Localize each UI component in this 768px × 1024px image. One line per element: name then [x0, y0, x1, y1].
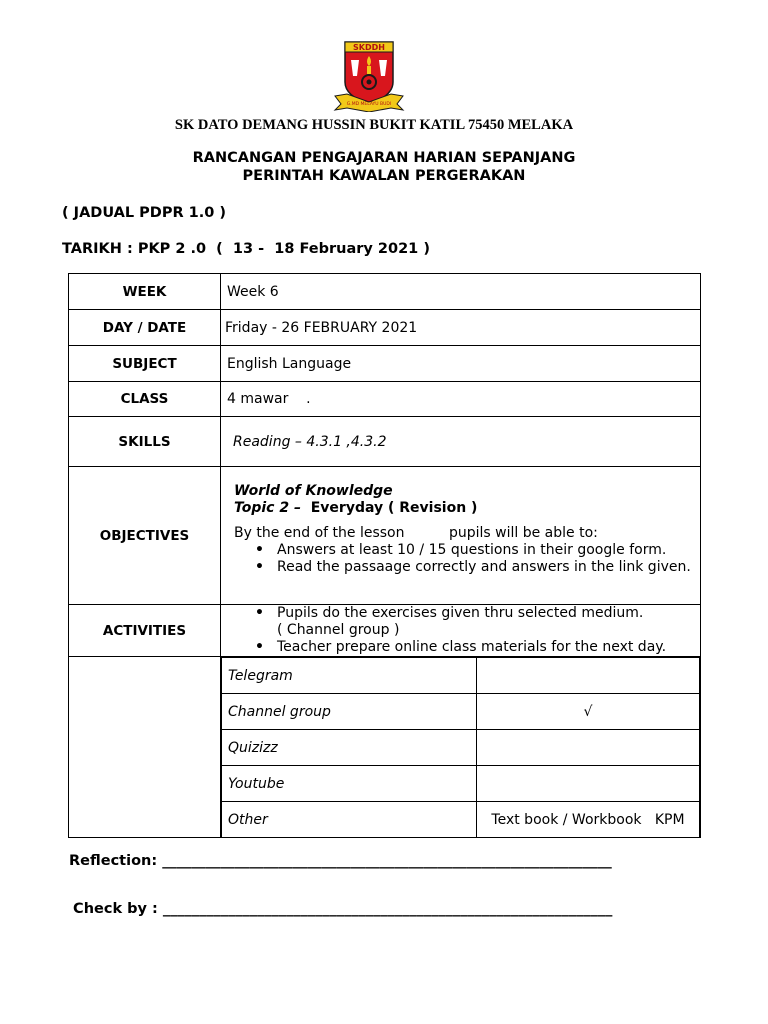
checkmark-icon: √ — [477, 694, 700, 730]
media-mark — [477, 730, 700, 766]
date-line: TARIKH : PKP 2 .0 ( 13 - 18 February 2021 ) — [62, 241, 430, 257]
row-subject — [69, 346, 701, 382]
lesson-plan-table — [68, 273, 701, 838]
reflection-line: Reflection: ______________________________________________________________ — [69, 853, 612, 869]
day-date-value: Friday - 26 FEBRUARY 2021 — [221, 310, 701, 346]
objectives-label: OBJECTIVES — [69, 467, 221, 605]
objective-item: • Read the passaage correctly and answers in the link given. — [277, 559, 700, 576]
media-row — [222, 730, 700, 766]
logo-ribbon-text: G.MD MELAYU BUDI — [346, 102, 392, 107]
media-name: Telegram — [222, 658, 477, 694]
row-activities — [69, 605, 701, 657]
skills-value: Reading – 4.3.1 ,4.3.2 — [221, 417, 701, 467]
objectives-topic-rest: Everyday ( Revision ) — [300, 500, 478, 516]
activities-list — [221, 605, 700, 622]
objectives-topic — [221, 500, 700, 517]
media-name: Other — [222, 802, 477, 838]
row-skills — [69, 417, 701, 467]
media-name: Quizizz — [222, 730, 477, 766]
plan-title-line2: PERINTAH KAWALAN PERGERAKAN — [242, 168, 526, 184]
class-value: 4 mawar . — [221, 382, 701, 417]
objectives-title: World of Knowledge — [234, 483, 393, 499]
week-value: Week 6 — [221, 274, 701, 310]
day-date-label: DAY / DATE — [69, 310, 221, 346]
activities-list-2 — [221, 639, 700, 656]
plan-title-line1: RANCANGAN PENGAJARAN HARIAN SEPANJANG — [192, 150, 576, 166]
row-day-date — [69, 310, 701, 346]
media-mark: Text book / Workbook KPM — [477, 802, 700, 838]
logo-banner-text: SKDDH — [353, 43, 385, 52]
row-week — [69, 274, 701, 310]
media-row — [222, 766, 700, 802]
media-mark — [477, 766, 700, 802]
school-crest-logo — [333, 38, 405, 112]
objective-item: • Answers at least 10 / 15 questions in their google form. — [277, 542, 700, 559]
media-name: Channel group — [222, 694, 477, 730]
objectives-list — [221, 542, 700, 576]
school-name: SK DATO DEMANG HUSSIN BUKIT KATIL 75450 MELAKA — [174, 117, 574, 133]
media-mark — [477, 658, 700, 694]
media-row — [222, 694, 700, 730]
objectives-topic-prefix: Topic 2 – — [234, 500, 301, 516]
class-label: CLASS — [69, 382, 221, 417]
subject-value: English Language — [221, 346, 701, 382]
media-name: Youtube — [222, 766, 477, 802]
activities-label: ACTIVITIES — [69, 605, 221, 657]
activity-item-continuation: ( Channel group ) — [277, 622, 400, 638]
activity-item: • Pupils do the exercises given thru selected medium. — [277, 605, 700, 622]
skills-label: SKILLS — [69, 417, 221, 467]
media-table — [221, 657, 700, 837]
media-row — [222, 658, 700, 694]
schedule-label: ( JADUAL PDPR 1.0 ) — [62, 205, 227, 221]
subject-label: SUBJECT — [69, 346, 221, 382]
media-row — [222, 802, 700, 838]
objectives-intro: By the end of the lesson pupils will be able to: — [234, 525, 598, 541]
row-objectives — [69, 467, 701, 605]
row-media — [69, 657, 701, 838]
row-class — [69, 382, 701, 417]
week-label: WEEK — [69, 274, 221, 310]
activity-item: • Teacher prepare online class materials for the next day. — [277, 639, 700, 656]
check-by-line: Check by : ______________________________________________________________ — [68, 901, 613, 917]
media-label-cell — [69, 657, 221, 838]
